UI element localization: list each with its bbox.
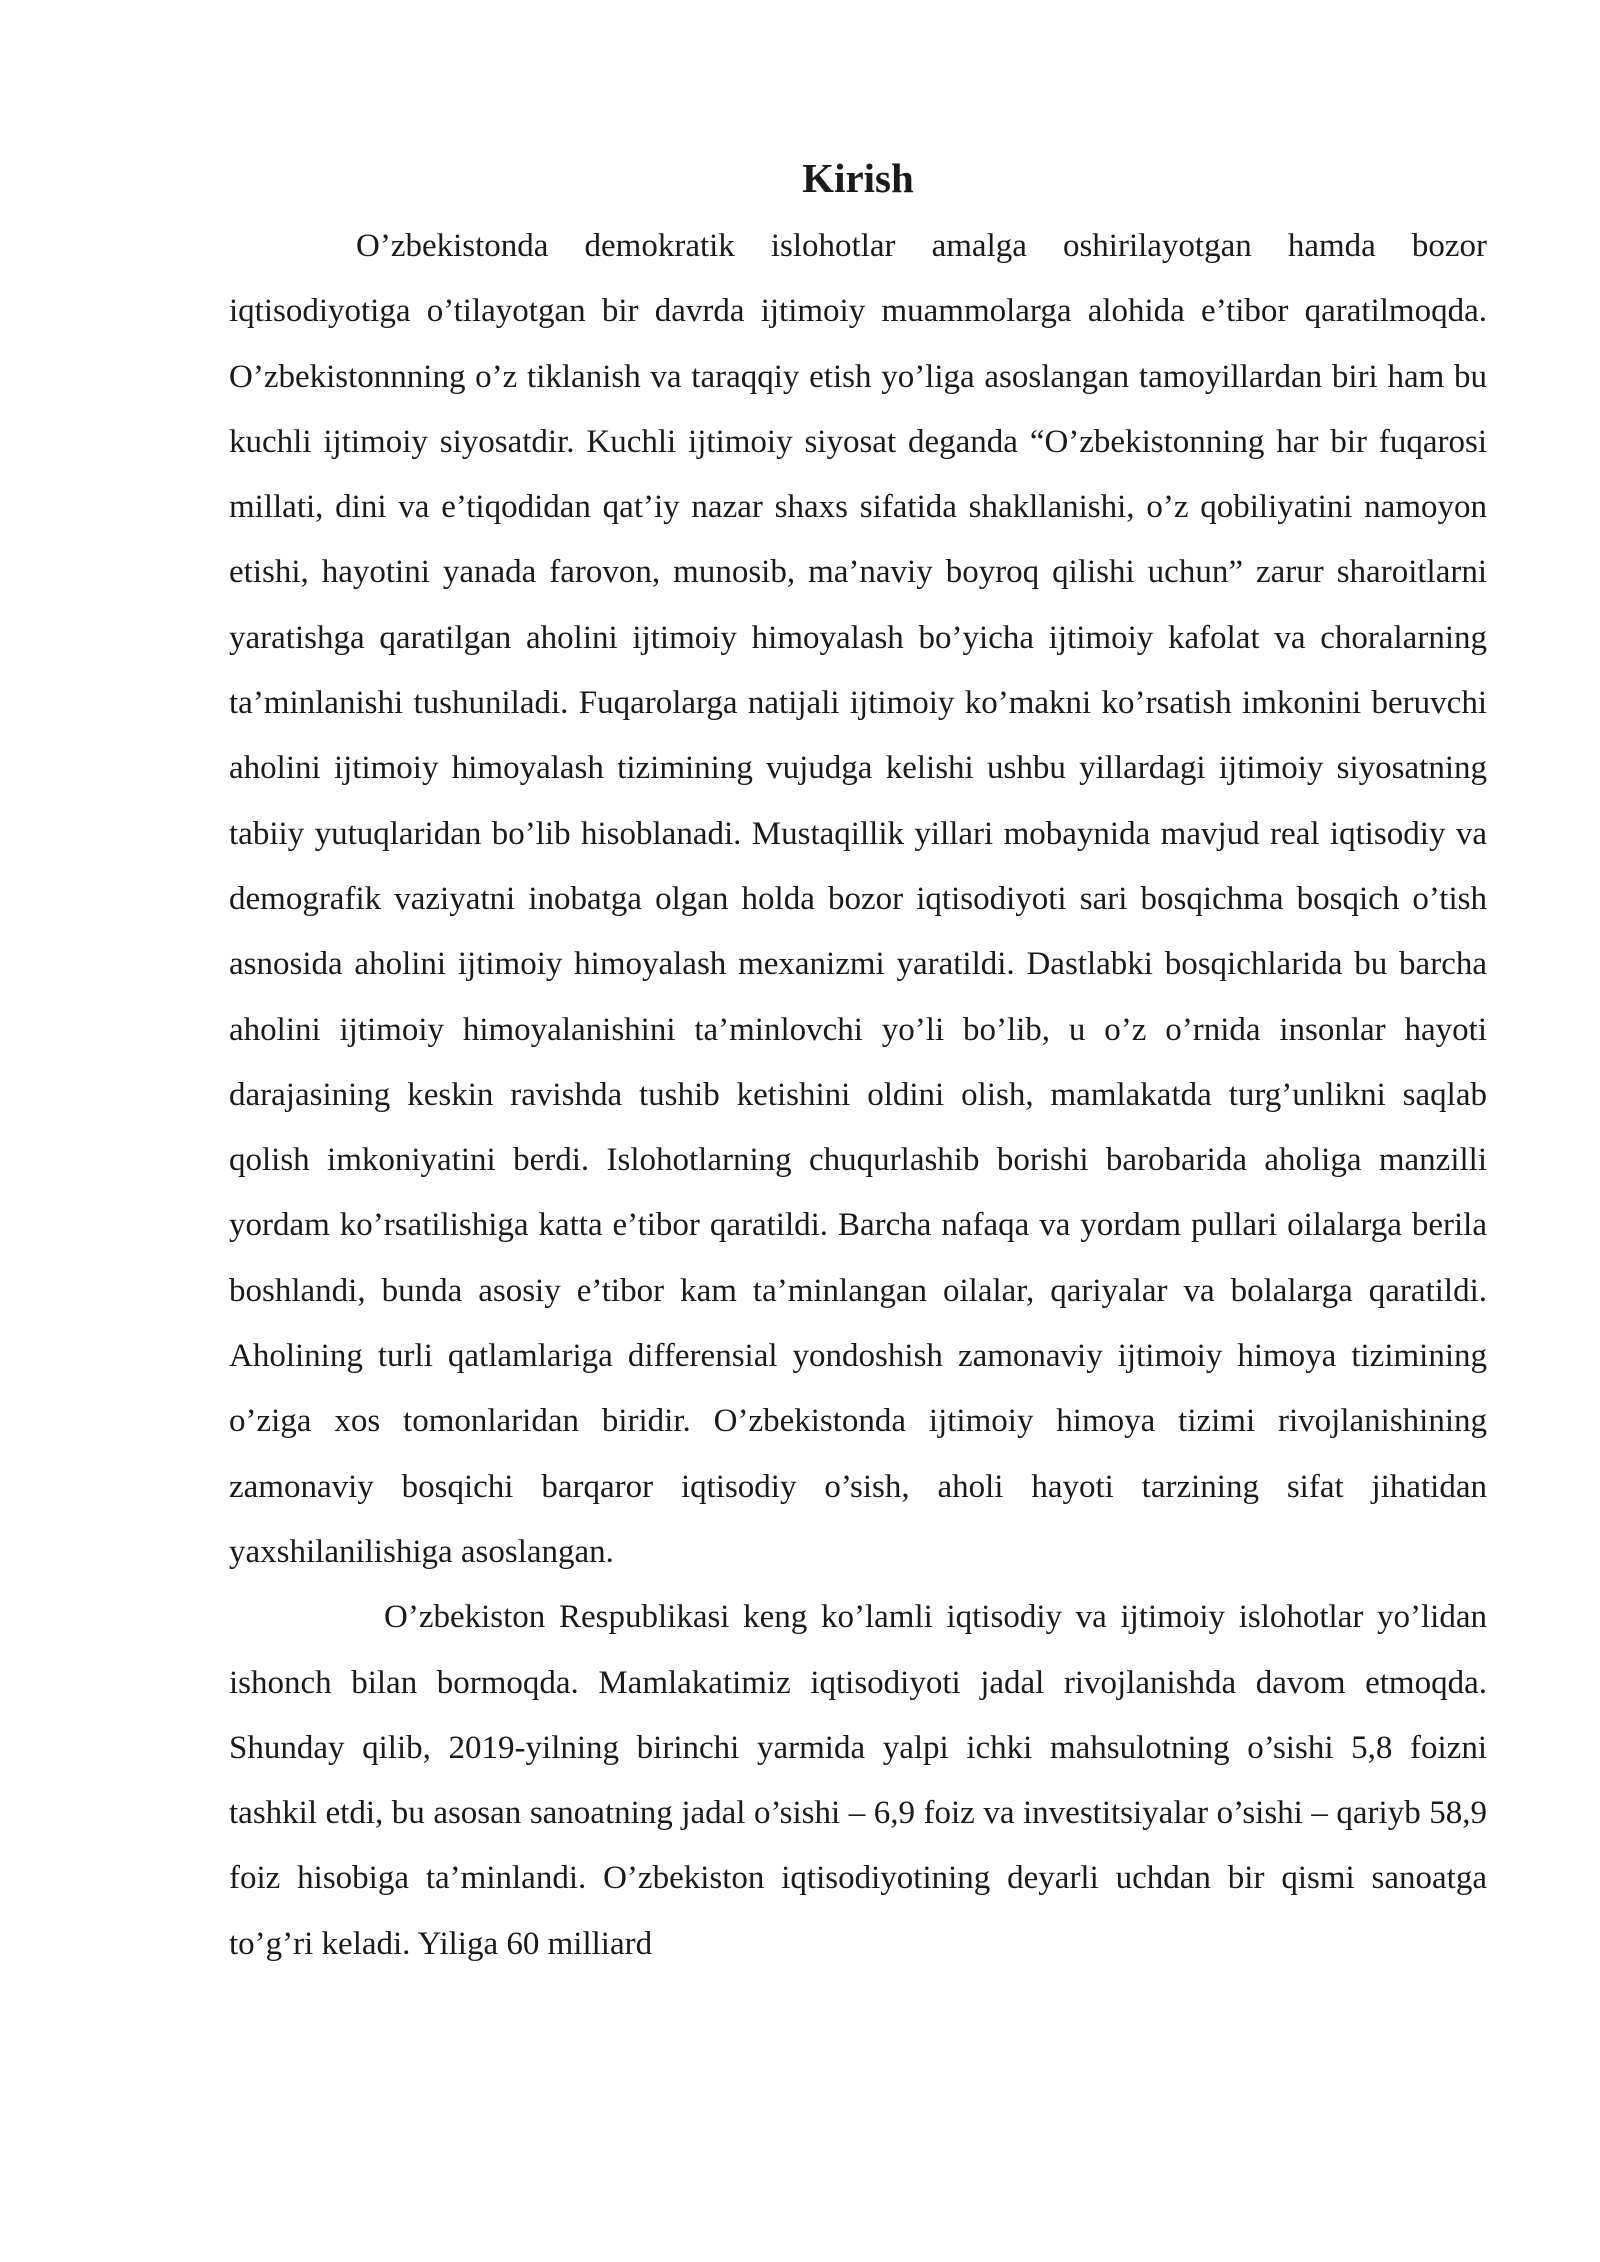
document-page [229, 150, 1487, 1977]
body-paragraph-2: O’zbekiston Respublikasi keng ko’lamli iqtisodiy va ijtimoiy islohotlar yo’lidan ishonch bilan bormoqda. Mamlakatimiz iqtisodiyoti jadal rivojlanishda davom etmoqda. Shunday qilib, 2019-yilning birinchi yarmida yalpi ichki mahsulotning o’sishi 5,8 foizni tashkil etdi, bu asosan sanoatning jadal o’sishi – 6,9 foiz va investitsiyalar o’sishi – qariyb 58,9 foiz hisobiga ta’minlandi. O’zbekiston iqtisodiyotining deyarli uchdan bir qismi sanoatga to’g’ri keladi. Yiliga 60 milliard [229, 1599, 1487, 1962]
body-paragraph-1: O’zbekistonda demokratik islohotlar amalga oshirilayotgan hamda bozor iqtisodiyotiga o’tilayotgan bir davrda ijtimoiy muammolarga alohida e’tibor qaratilmoqda. O’zbekistonnning o’z tiklanish va taraqqiy etish yo’liga asoslangan tamoyillardan biri ham bu kuchli ijtimoiy siyosatdir. Kuchli ijtimoiy siyosat deganda “O’zbekistonning har bir fuqarosi millati, dini va e’tiqodidan qat’iy nazar shaxs sifatida shakllanishi, o’z qobiliyatini namoyon etishi, hayotini yanada farovon, munosib, ma’naviy boyroq qilishi uchun” zarur sharoitlarni yaratishga qaratilgan aholini ijtimoiy himoyalash bo’yicha ijtimoiy kafolat va choralarning ta’minlanishi tushuniladi. Fuqarolarga natijali ijtimoiy ko’makni ko’rsatish imkonini beruvchi aholini ijtimoiy himoyalash tizimining vujudga kelishi ushbu yillardagi ijtimoiy siyosatning tabiiy yutuqlaridan bo’lib hisoblanadi. Mustaqillik yillari mobaynida mavjud real iqtisodiy va demografik vaziyatni inobatga olgan holda bozor iqtisodiyoti sari bosqichma bosqich o’tish asnosida aholini ijtimoiy himoyalash mexanizmi yaratildi. Dastlabki bosqichlarida bu barcha aholini ijtimoiy himoyalanishini ta’minlovchi yo’li bo’lib, u o’z o’rnida insonlar hayoti darajasining keskin ravishda tushib ketishini oldini olish, mamlakatda turg’unlikni saqlab qolish imkoniyatini berdi. Islohotlarning chuqurlashib borishi barobarida aholiga manzilli yordam ko’rsatilishiga katta e’tibor qaratildi. Barcha nafaqa va yordam pullari oilalarga berila boshlandi, bunda asosiy e’tibor kam ta’minlangan oilalar, qariyalar va bolalarga qaratildi. Aholining turli qatlamlariga differensial yondoshish zamonaviy ijtimoiy himoya tizimining o’ziga xos tomonlaridan biridir. O’zbekistonda ijtimoiy himoya tizimi rivojlanishining zamonaviy bosqichi barqaror iqtisodiy o’sish, aholi hayoti tarzining sifat jihatidan yaxshilanilishiga asoslangan. [229, 228, 1487, 1570]
document-title: Kirish [802, 155, 914, 201]
